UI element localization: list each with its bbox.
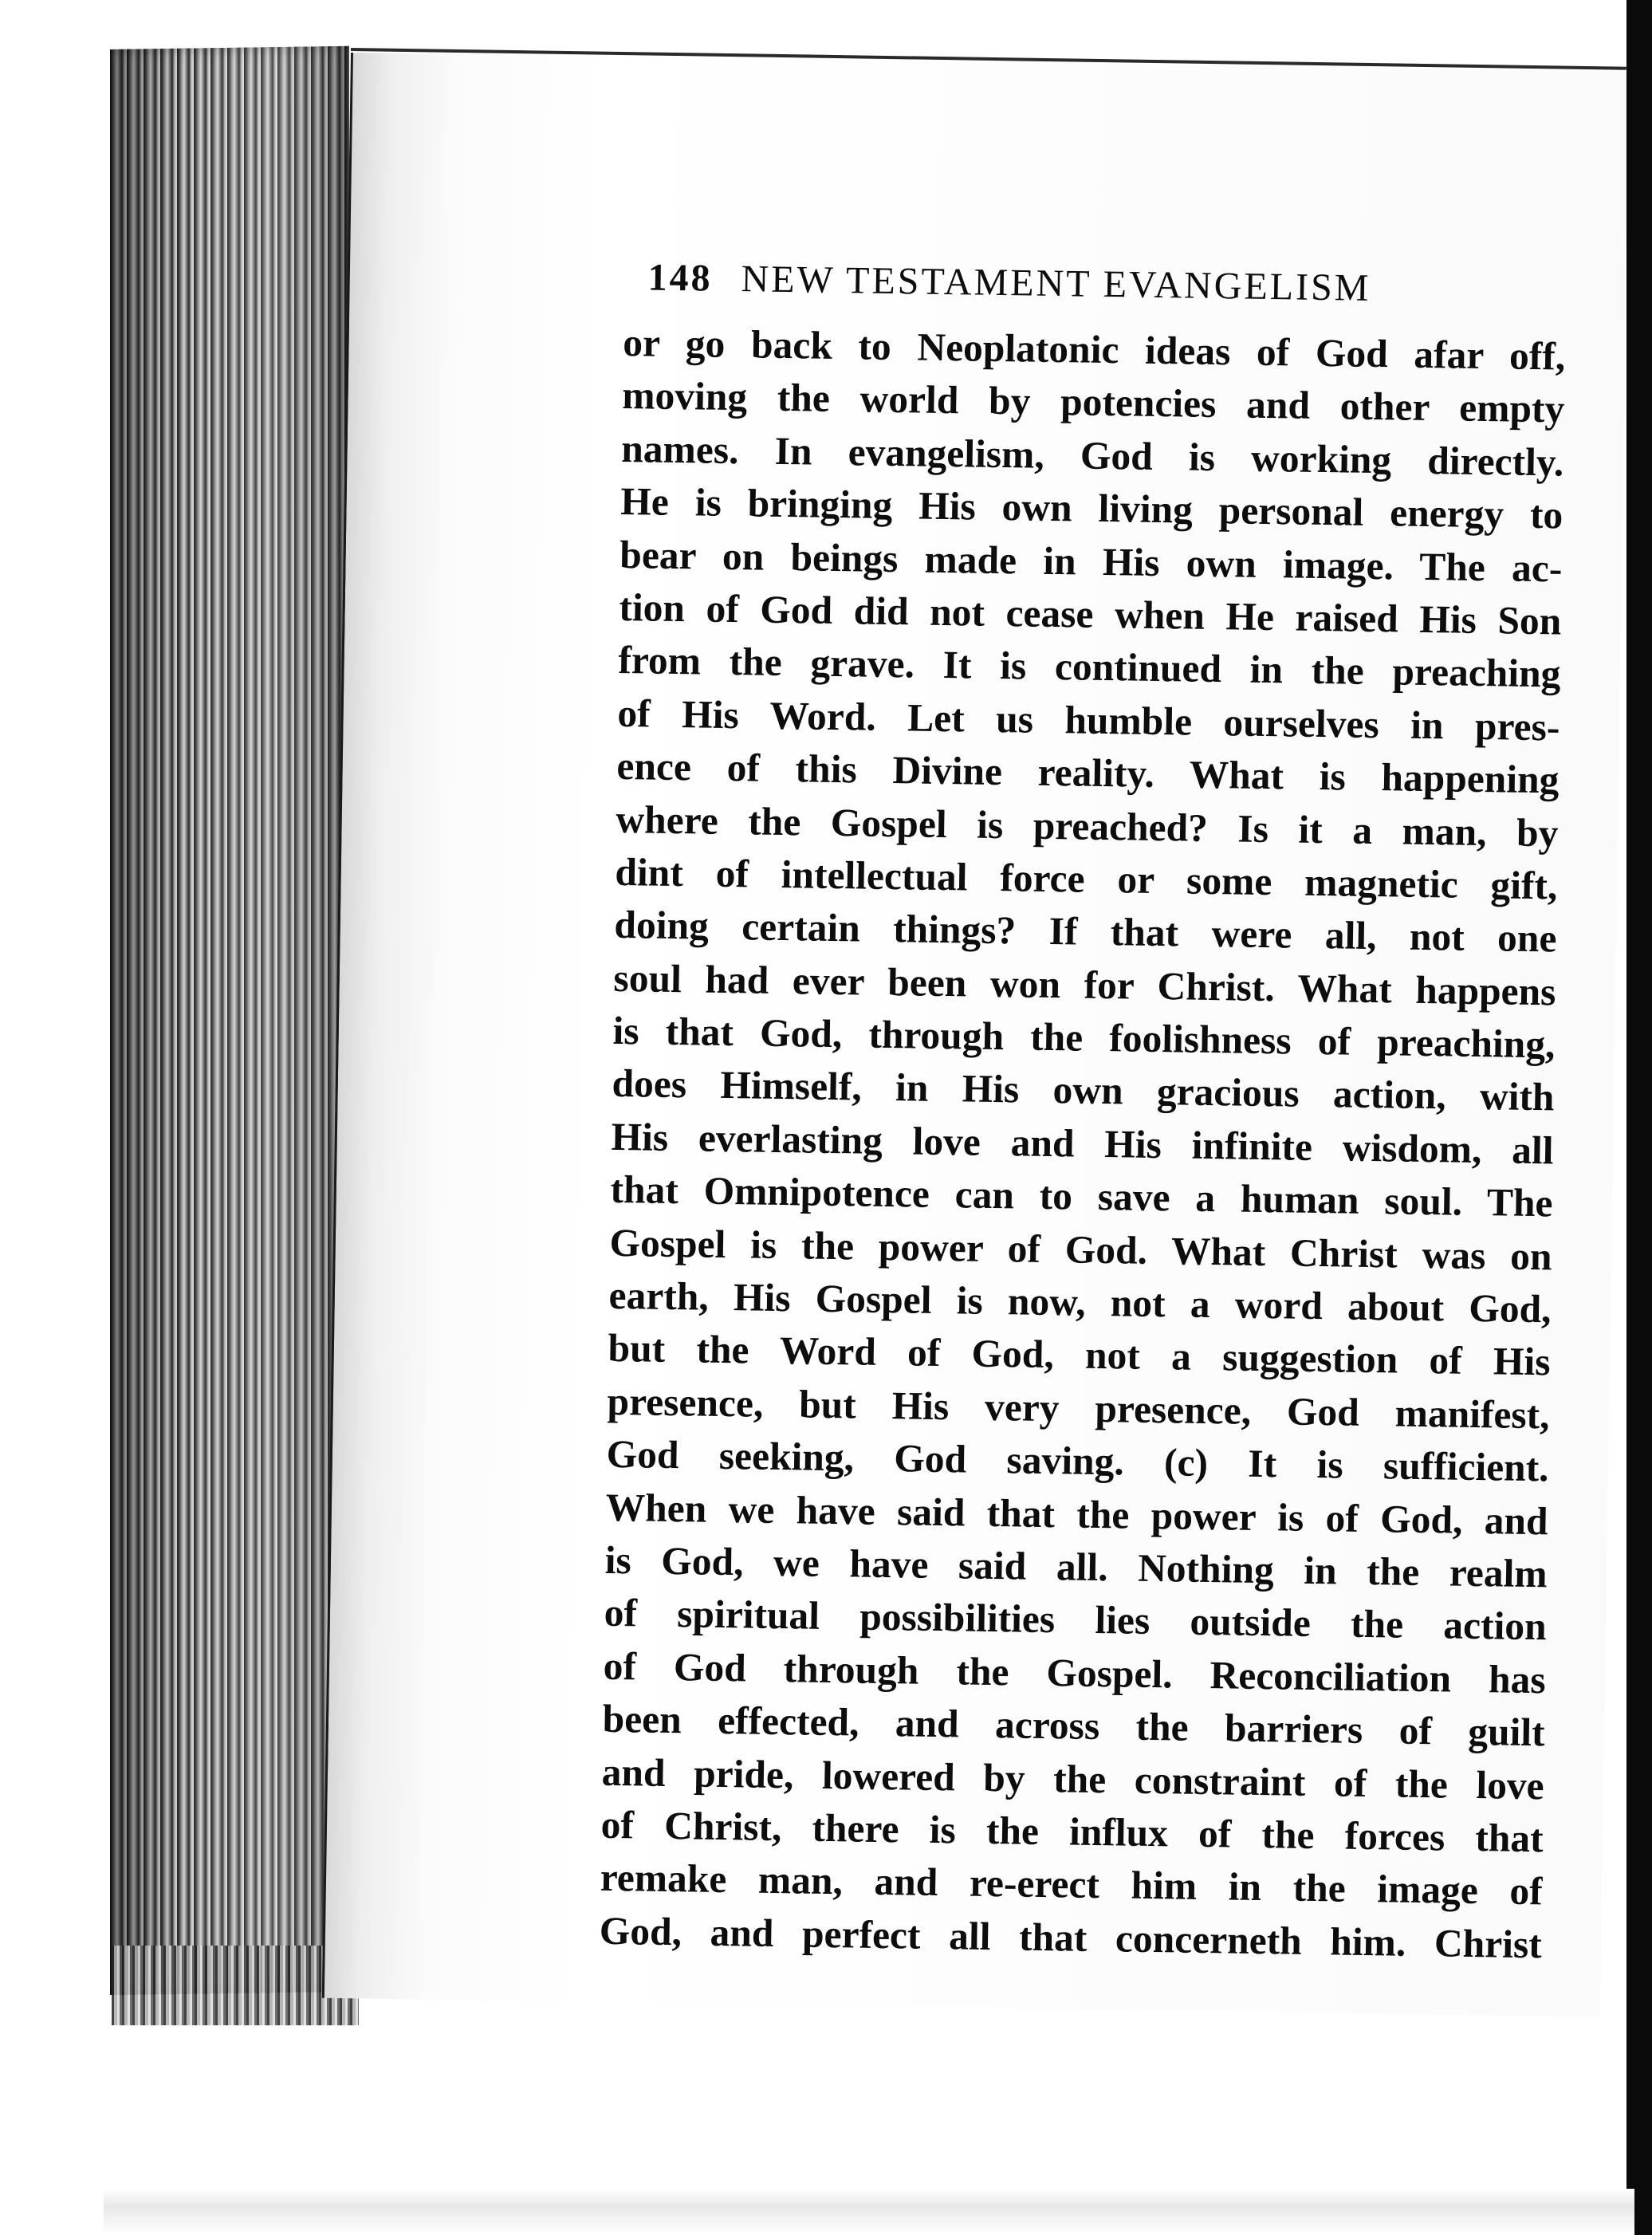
text-line: remake man, and re-erect him in the image of xyxy=(600,1855,1544,1914)
text-line: where the Gospel is preached? Is it a man, by xyxy=(616,797,1559,855)
page-text-block xyxy=(599,255,1581,1972)
book-page-edges xyxy=(110,46,349,1995)
text-line: names. In evangelism, God is working directly. xyxy=(620,426,1564,485)
text-line: presence, but His very presence, God manifest, xyxy=(607,1379,1550,1438)
text-line: is that God, through the foolishness of preaching, xyxy=(612,1008,1556,1067)
text-line: but the Word of God, not a suggestion of His xyxy=(608,1326,1551,1384)
text-line: dint of intellectual force or some magnetic gift, xyxy=(615,849,1558,908)
text-line: tion of God did not cease when He raised His Son xyxy=(619,584,1562,643)
text-line: that Omnipotence can to save a human soul. The xyxy=(610,1167,1553,1226)
text-line: His everlasting love and His infinite wisdom, all xyxy=(611,1114,1554,1173)
text-line: or go back to Neoplatonic ideas of God afar off, xyxy=(622,320,1566,379)
text-line: He is bringing His own living personal energy to xyxy=(620,479,1564,537)
text-line: When we have said that the power is of God, and xyxy=(605,1485,1548,1543)
text-line: God, and perfect all that concerneth him. Christ xyxy=(599,1908,1543,1967)
text-line: moving the world by potencies and other empty xyxy=(621,373,1565,431)
text-line: of His Word. Let us humble ourselves in pres- xyxy=(617,691,1560,750)
text-line: and pride, lowered by the constraint of the love xyxy=(601,1749,1545,1808)
text-line: doing certain things? If that were all, not one xyxy=(614,903,1557,961)
text-line: from the grave. It is continued in the preaching xyxy=(618,638,1561,696)
page-shadow xyxy=(104,2189,1634,2235)
text-line: earth, His Gospel is now, not a word about God, xyxy=(608,1273,1552,1332)
text-line: God seeking, God saving. (c) It is sufficient. xyxy=(606,1432,1549,1490)
running-title: NEW TESTAMENT EVANGELISM xyxy=(741,258,1371,309)
text-line: of spiritual possibilities lies outside the action xyxy=(604,1591,1548,1649)
text-line: of Christ, there is the influx of the forces that xyxy=(600,1802,1544,1861)
text-line: does Himself, in His own gracious action, with xyxy=(612,1061,1555,1119)
text-line: of God through the Gospel. Reconciliation has xyxy=(603,1643,1547,1702)
text-line: is God, we have said all. Nothing in the realm xyxy=(604,1537,1548,1596)
text-line: bear on beings made in His own image. The ac- xyxy=(620,532,1563,591)
text-line: been effected, and across the barriers of guilt xyxy=(602,1696,1546,1755)
page-number: 148 xyxy=(647,256,713,300)
body-text xyxy=(599,317,1579,1972)
text-line: soul had ever been won for Christ. What happens xyxy=(613,955,1556,1014)
text-line: ence of this Divine reality. What is happening xyxy=(616,744,1560,802)
scanner-border xyxy=(1626,0,1652,2235)
text-line: Gospel is the power of God. What Christ was on xyxy=(609,1220,1552,1279)
